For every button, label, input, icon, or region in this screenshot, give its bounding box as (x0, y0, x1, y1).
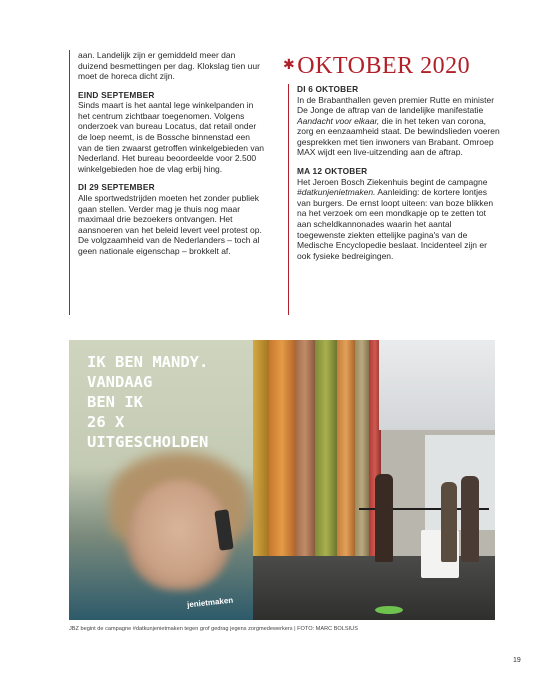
photo-caption: JBZ begint de campagne #datkunjenietmaken tegen grof gedrag jegens zorgmedewerkers | FOTO: MARC BOLSIUS (69, 626, 358, 632)
poster-line: BEN IK (87, 393, 143, 411)
poster-line: IK BEN MANDY. (87, 353, 209, 371)
campaign-poster (69, 340, 253, 620)
poster-line: 26 X (87, 413, 125, 431)
entry-heading-di-6-oktober: DI 6 OKTOBER (297, 84, 359, 94)
entry-text-part: Het Jeroen Bosch Ziekenhuis begint de campagne (297, 176, 488, 187)
timeline-column-right (288, 84, 500, 315)
poster-line: UITGESCHOLDEN (87, 433, 209, 451)
entry-text-di-29-september: Alle sportwedstrijden moeten het zonder publiek gaan stellen. Verder mag je thuis nog maar maximaal drie bezoekers ontvangen. Het aansnoeren van het beleid levert veel protest op. De volgzaamheid van de Nederlanders – toch al geen nationale eigenschap – brokkelt af. (78, 192, 262, 256)
floor-marker (375, 606, 403, 614)
entry-text-part: die in het teken van corona, zorg en eenzaamheid staat. De bewindslieden voeren gesprekken met tien inwoners van Brabant. Omroep MAX wijdt een live-uitzending aan de aftrap. (297, 115, 500, 158)
person (375, 474, 393, 562)
poster-line: VANDAAG (87, 373, 153, 391)
entry-text-part: In de Brabanthallen geven premier Rutte en minister De Jonge de aftrap van de landelijke manifestatie (297, 94, 495, 116)
person (461, 476, 479, 562)
poster-hashtag: jenietmaken (186, 595, 234, 610)
campaign-photo (69, 340, 495, 620)
entry-heading-di-29-september: DI 29 SEPTEMBER (78, 182, 155, 193)
entry-text-di-6-oktober (297, 95, 500, 159)
month-heading (283, 53, 470, 83)
entry-text-ma-12-oktober (297, 177, 500, 262)
entry-heading-ma-12-oktober: MA 12 OKTOBER (297, 166, 368, 177)
entry-text-part: Aanleiding: de kortere lontjes van burgers. De ernst loopt uiteen: van boze blikken na het verzoek om een mondkapje op te zetten tot aan scheldkannonades waarin het aantal toegewenste ziekten ettelijke pagina's van de Medische Encyclopedie beslaat. Incidenteel zijn er ook fysieke bedreigingen. (297, 187, 494, 261)
asterisk-icon: ✱ (283, 58, 296, 73)
entry-text-italic: #datkunjenietmaken. (297, 187, 376, 198)
poster-slogan (87, 352, 208, 452)
person (441, 482, 457, 562)
entry-heading-eind-september: EIND SEPTEMBER (78, 89, 155, 100)
tent-roof (379, 340, 495, 430)
month-heading-label: OKTOBER 2020 (297, 53, 471, 79)
intro-paragraph: aan. Landelijk zijn er gemiddeld meer dan duizend besmettingen per dag. Klokslag tien uur moet de horeca dicht zijn. (78, 50, 260, 82)
tent-window (425, 435, 495, 530)
timeline-column-left (69, 50, 265, 315)
poster-face (127, 480, 231, 590)
page-number: 19 (513, 657, 521, 664)
entry-text-italic: Aandacht voor elkaar, (297, 115, 380, 126)
entry-text-eind-september: Sinds maart is het aantal lege winkelpanden in het centrum zichtbaar toegenomen. Volgens onderzoek van bureau Locatus, dat retail onder de loep neemt, is de Bossche binnenstad een van de tien zwaarst getroffen winkelgebieden van Nederland. Het bureau beoordeelde voor 2.500 winkelgebieden hoe de vlag erbij hing. (78, 100, 265, 174)
